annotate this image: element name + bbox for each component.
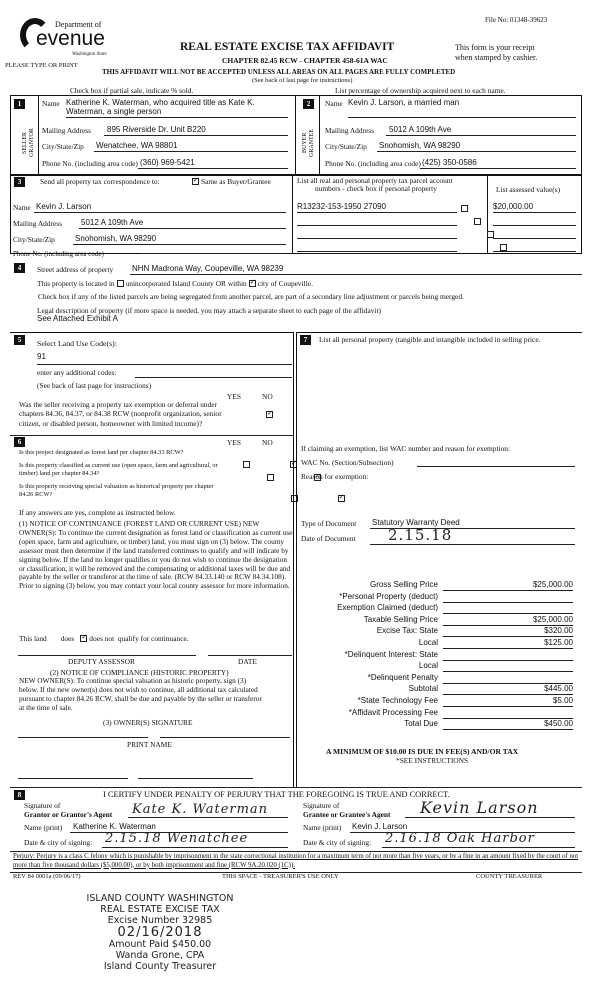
label: Name (print) (24, 823, 63, 832)
section-7-number: 7 (300, 335, 311, 345)
perjury-notice: Perjury: Perjury is a class C felony which is punishable by imprisonment in the state correctional institution for a maximum term of not more than five years, or by a fine in an amount fixed by the court of not more than five thousand dollars ($5,000.00), or by both imprisonment and fine (RCW 9A.20.020 (1C)). (13, 853, 579, 869)
finance-row (300, 719, 580, 731)
finance-label: Gross Selling Price (369, 580, 438, 589)
label: Grantor or Grantor's Agent (24, 810, 113, 819)
section-3-number: 3 (14, 177, 25, 187)
label: Mailing Address (325, 126, 375, 135)
seller-name-line1[interactable]: Katherine K. Waterman, who acquired title as Kate K. (66, 98, 255, 107)
label: This property is located in (37, 279, 115, 288)
label: If any answers are yes, complete as instructed below. (19, 508, 176, 517)
label: City/State/Zip (42, 142, 84, 151)
buyer-phone[interactable]: (425) 350-0586 (422, 158, 477, 167)
assessed-value[interactable] (493, 241, 576, 252)
finance-row (300, 626, 580, 638)
finance-label: *Personal Property (deduct) (339, 591, 438, 601)
finance-label: Exemption Claimed (deduct) (337, 603, 438, 613)
personal-property-checkbox[interactable] (474, 218, 481, 225)
finance-value[interactable] (443, 673, 573, 684)
notice-compliance: NEW OWNER(S): To continue special valuation as historic property, sign (3) below. If the new owner(s) does not wish to continue, all additional tax calculated pursuant to chapter 84.26 RCW, shall be due and payable by the seller or transferor at the time of sale. (19, 676, 262, 712)
assessed-value[interactable] (493, 215, 576, 226)
finance-value[interactable]: $25,000.00 (443, 615, 573, 626)
finance-label: Total Due (404, 719, 438, 729)
personal-property-label: List all personal property (tangible and intangible included in selling price. (319, 335, 541, 344)
county-treasurer: COUNTY TREASURER (476, 873, 543, 880)
form-revision: REV 84 0001a (09/06/17) (13, 873, 81, 880)
finance-label: Local (418, 661, 438, 671)
stamp-line: Wanda Grone, CPA (115, 950, 205, 961)
label: Legal description of property (if more space is needed, you may attach a separate sheet to each page of the affidavit) (37, 306, 381, 315)
stamp-line: ISLAND COUNTY WASHINGTON (86, 893, 234, 904)
seller-city[interactable]: Wenatchee, WA 98801 (96, 141, 178, 150)
seller-phone[interactable]: (360) 969-5421 (140, 158, 195, 167)
label: YES (227, 392, 241, 401)
logo-name: evenue (36, 27, 105, 50)
finance-value[interactable]: $25,000.00 (443, 580, 573, 591)
finance-value[interactable]: $445.00 (443, 684, 573, 695)
warning: THIS AFFIDAVIT WILL NOT BE ACCEPTED UNLESS ALL AREAS ON ALL PAGES ARE FULLY COMPLETED (102, 68, 456, 76)
label: Date & city of signing: (303, 838, 372, 847)
partial-sale: Check box if partial sale, indicate % sold. (70, 86, 194, 95)
assessed-header: List assessed value(s) (496, 185, 561, 194)
continuance-line (19, 634, 189, 643)
finance-label: Local (418, 638, 438, 647)
stamp-amount: Amount Paid $450.00 (108, 939, 212, 950)
label: WAC No. (Section/Subsection) (301, 458, 394, 467)
finance-value[interactable] (443, 603, 573, 614)
grantor-signature[interactable]: Kate K. Waterman (132, 802, 269, 817)
parcel-number[interactable] (297, 241, 457, 252)
finance-row (300, 673, 580, 685)
finance-row (300, 638, 580, 650)
label: City/State/Zip (13, 235, 55, 244)
finance-value[interactable] (443, 661, 573, 672)
finance-row (300, 592, 580, 604)
forest-yes-checkbox[interactable] (243, 461, 250, 468)
label: Street address of property (37, 265, 114, 274)
form-title: REAL ESTATE EXCISE TAX AFFIDAVIT (180, 41, 395, 53)
label: Phone No. (including area code) (13, 250, 104, 258)
label: NO (262, 392, 273, 401)
label: Phone No. (including area code) (325, 159, 421, 168)
finance-row (300, 603, 580, 615)
label: Phone No. (including area code) (42, 159, 138, 168)
finance-label: Excise Tax: State (376, 626, 438, 636)
finance-label: *Delinquent Interest: State (344, 649, 438, 659)
finance-label: *Affidavit Processing Fee (348, 707, 438, 717)
buyer-label: BUYER GRANTEE (302, 129, 315, 157)
grantor-name[interactable]: Katherine K. Waterman (73, 822, 156, 831)
finance-value[interactable] (443, 592, 573, 603)
label: This land (19, 634, 47, 643)
segregated-note[interactable]: Check box if any of the listed parcels are being segregated from another parcel, are part of a secondary line adjustment or parcels being merged. (38, 292, 464, 301)
print-name-label: PRINT NAME (127, 740, 172, 749)
notice-continuance: (1) NOTICE OF CONTINUANCE (FOREST LAND OR CURRENT USE) NEW OWNER(S): To continue the current designation as forest land or classification as current use (open space, farm and agriculture, or timber) land, you must sign on (3) below. The county assessor must then determine if the land transferred continues to qualify and will indicate by signing below. If the land no longer qualifies or you do not wish to continue the designation or classification, it will be removed and the compensating or additional taxes will be due and payable by the seller or transferor at the time of sale. (RCW 84.33.140 or RCW 84.34.108). Prior to signing (3) below, you may contact your local county assessor for more information. (19, 519, 293, 591)
finance-value[interactable]: $125.00 (443, 638, 573, 649)
question-current-use: Is this property classified as current use (open space, farm and agricultural, or timber) land per chapter 84.34? (19, 462, 218, 477)
section-8-number: 8 (14, 790, 25, 800)
finance-value[interactable]: $5.00 (443, 696, 573, 707)
label: YES (227, 438, 241, 447)
parcel-number[interactable]: R13232-153-1950 27090 (297, 202, 457, 213)
city-checkbox[interactable] (249, 280, 256, 287)
assessed-value[interactable]: $20,000.00 (493, 202, 576, 213)
wac-field[interactable] (417, 466, 575, 467)
form-subtitle: CHAPTER 82.45 RCW - CHAPTER 458-61A WAC (222, 56, 388, 65)
notice-compliance-title: (2) NOTICE OF COMPLIANCE (HISTORIC PROPERTY) (50, 668, 229, 677)
does-not-checkbox[interactable] (80, 635, 87, 642)
corr-city[interactable]: Snohomish, WA 98290 (75, 234, 157, 243)
parcel-header-1: List all real and personal property tax parcel account (297, 176, 453, 185)
owner-signature-label: (3) OWNER(S) SIGNATURE (103, 718, 193, 727)
treasurer-use: THIS SPACE - TREASURER'S USE ONLY (222, 873, 339, 880)
located-in (37, 279, 313, 288)
finance-value[interactable]: $450.00 (443, 719, 573, 730)
finance-value[interactable]: $320.00 (443, 626, 573, 637)
corr-name[interactable]: Kevin J. Larson (36, 202, 92, 211)
label: (See back of last page for instructions) (37, 381, 152, 390)
document-type[interactable]: Statutory Warranty Deed (372, 518, 460, 527)
grantor-date-city[interactable]: 2.15.18 Wenatchee (105, 831, 249, 846)
label: If claiming an exemption, list WAC number and reason for exemption: (301, 444, 511, 453)
logo-dept: Department of (55, 20, 102, 29)
label: Name (42, 99, 60, 108)
finance-row (300, 684, 580, 696)
label: unincorporated Island County OR within (125, 279, 247, 288)
buyer-name[interactable]: Kevin J. Larson, a married man (348, 98, 460, 107)
parcel-header-2: numbers - check box if personal property (315, 184, 437, 193)
label: Name (print) (303, 823, 342, 832)
land-use-code[interactable]: 91 (37, 352, 46, 361)
ownership-note: List percentage of ownership acquired next to each name. (335, 86, 506, 95)
label: Mailing Address (42, 126, 92, 135)
see-back: (See back of last page for instructions) (252, 77, 353, 84)
type-or-print: PLEASE TYPE OR PRINT (5, 62, 78, 69)
grantee-date-city[interactable]: 2.16.18 Oak Harbor (385, 831, 535, 846)
does-option[interactable]: does (60, 634, 75, 643)
label: Type of Document (301, 519, 357, 528)
unincorporated-checkbox[interactable] (117, 280, 124, 287)
correspondence-label: Send all property tax correspondence to: (40, 177, 160, 186)
seller-label: SELLER GRANTOR (22, 128, 35, 158)
seller-address[interactable]: 895 Riverside Dr. Unit B220 (107, 125, 206, 134)
receipt-note-2: when stamped by cashier. (455, 53, 538, 62)
label: Signature of (303, 801, 340, 810)
finance-row (300, 615, 580, 627)
finance-label: Taxable Selling Price (363, 614, 438, 624)
stamp-line: Island County Treasurer (103, 961, 217, 972)
buyer-address[interactable]: 5012 A 109th Ave (389, 125, 452, 134)
finance-row (300, 580, 580, 592)
grantee-name[interactable]: Kevin J. Larson (352, 822, 408, 831)
stamp-date: 02/16/2018 (117, 925, 203, 940)
personal-property-checkbox[interactable] (461, 205, 468, 212)
minimum-notice: A MINIMUM OF $10.00 IS DUE IN FEE(S) AND/OR TAX (326, 747, 519, 756)
stamp-excise-number: Excise Number 32985 (107, 915, 213, 926)
deputy-assessor-label: DEPUTY ASSESSOR (68, 657, 135, 666)
label: Grantee or Grantee's Agent (303, 810, 391, 819)
section-4-number: 4 (14, 263, 25, 273)
finance-label: Subtotal (408, 684, 438, 694)
label: Name (325, 99, 343, 108)
question-historic: Is this property receiving special valuation as historical property per chapter 84.26 RCW? (19, 483, 214, 498)
parcel-number[interactable] (297, 215, 457, 226)
corr-address[interactable]: 5012 A 109th Ave (81, 218, 144, 227)
label: city of Coupeville. (257, 279, 313, 288)
logo-state: Washington State (72, 52, 107, 57)
label: Name (13, 203, 31, 212)
does-not-option[interactable]: does not (89, 634, 115, 643)
stamp-line: REAL ESTATE EXCISE TAX (100, 904, 220, 915)
legal-description[interactable]: See Attached Exhibit A (37, 314, 118, 323)
label: Select Land Use Code(s): (37, 339, 117, 348)
see-instructions: *SEE INSTRUCTIONS (396, 756, 469, 765)
label: Mailing Address (13, 219, 63, 228)
label: qualify for continuance. (117, 634, 189, 643)
seller-name-line2[interactable]: Waterman, a single person (66, 107, 162, 116)
section-2-number: 2 (303, 99, 314, 109)
label: City/State/Zip (325, 142, 367, 151)
label: Date & city of signing: (24, 838, 93, 847)
file-number: File No: 01348-39623 (485, 16, 548, 24)
treasurer-stamp (60, 893, 260, 972)
buyer-city[interactable]: Snohomish, WA 98290 (379, 141, 461, 150)
finance-label: *Delinquent Penalty (367, 672, 438, 682)
label: enter any additional codes: (37, 368, 117, 377)
label: Same as Buyer/Grantee (201, 177, 271, 186)
finance-row (300, 661, 580, 673)
finance-label: *State Technology Fee (357, 696, 438, 705)
certify-statement: I CERTIFY UNDER PENALTY OF PERJURY THAT THE FOREGOING IS TRUE AND CORRECT. (103, 790, 450, 799)
finance-row (300, 650, 580, 662)
finance-row (300, 708, 580, 720)
finance-value[interactable] (443, 708, 573, 719)
label: Date of Document (301, 534, 356, 543)
section-1-number: 1 (14, 99, 25, 109)
question-forest: Is this project designated as forest land per chapter 84.33 RCW? (19, 449, 184, 456)
assessed-value[interactable] (493, 228, 576, 239)
grantee-signature[interactable]: Kevin Larson (420, 798, 539, 817)
finance-row (300, 696, 580, 708)
same-as-buyer[interactable] (190, 177, 271, 186)
same-as-buyer-checkbox[interactable] (192, 178, 199, 185)
exemption-question: Was the seller receiving a property tax exemption or deferral under chapters 84.36, 84.37, or 84.38 RCW (nonprofit organization, senior citizen, or disabled person, homeowner with limited income)? (19, 400, 222, 428)
label: NO (262, 438, 273, 447)
section-5-number: 5 (14, 335, 25, 345)
receipt-note-1: This form is your receipt (455, 43, 535, 52)
date-label: DATE (238, 657, 257, 666)
finance-value[interactable] (443, 650, 573, 661)
label: Signature of (24, 801, 61, 810)
section-6-number: 6 (14, 437, 25, 447)
document-date[interactable]: 2.15.18 (388, 526, 453, 544)
exemption-no-checkbox[interactable] (266, 411, 273, 418)
parcel-number[interactable] (297, 228, 457, 239)
label: Reason for exemption: (301, 472, 369, 481)
current-use-yes-checkbox[interactable] (267, 474, 274, 481)
property-street[interactable]: NHN Madrona Way, Coupeville, WA 98239 (132, 264, 284, 273)
